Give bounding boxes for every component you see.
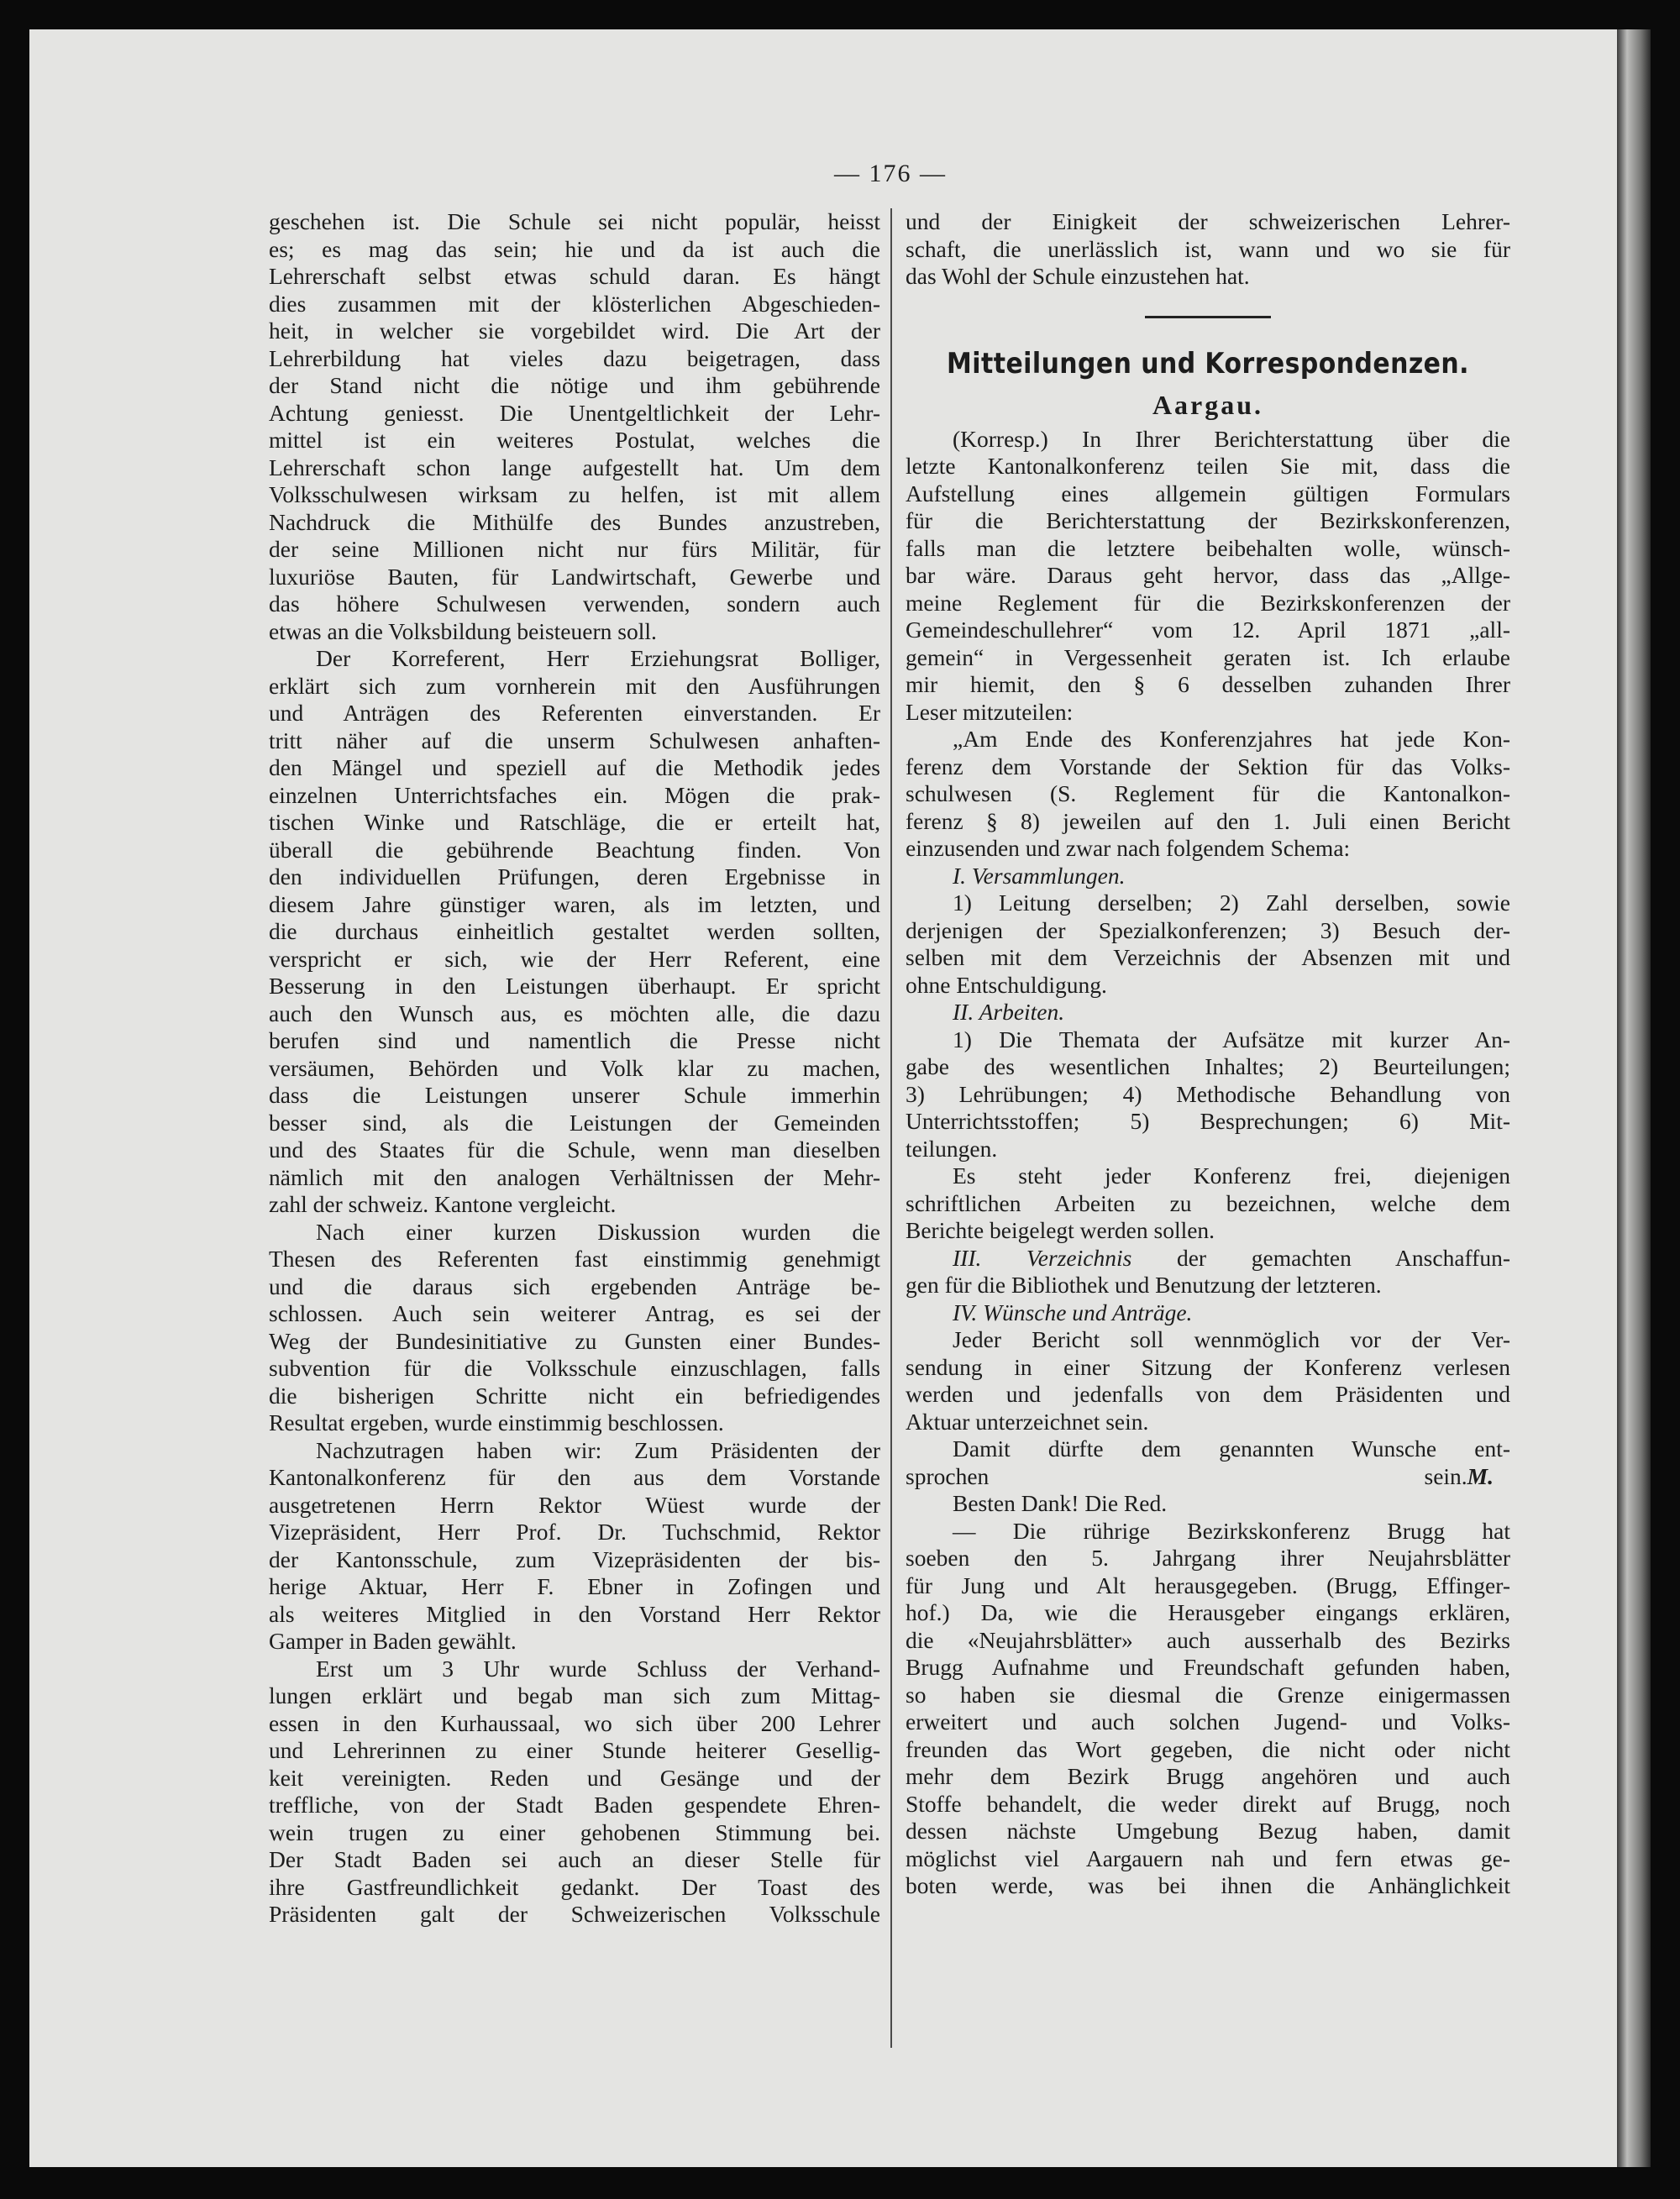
- text-line: teilungen.: [906, 1135, 998, 1162]
- text-line: schulwesen (S. Reglement für die Kantonalkon-: [906, 780, 1510, 806]
- text-line: Der Korreferent, Herr Erziehungsrat Bolliger,: [316, 645, 880, 671]
- text-line: Kantonalkonferenz für den aus dem Vorstande: [269, 1464, 880, 1490]
- korrespondenz-paragraph: [906, 426, 1510, 727]
- text-line: Aufstellung eines allgemein gültigen Formulars: [906, 480, 1510, 506]
- text-line: herige Aktuar, Herr F. Ebner in Zofingen und: [269, 1573, 880, 1599]
- text-line: ferenz § 8) jeweilen auf den 1. Juli einen Bericht: [906, 807, 1510, 834]
- text-line: Nach einer kurzen Diskussion wurden die: [316, 1218, 880, 1245]
- text-line: zahl der schweiz. Kantone vergleicht.: [269, 1191, 617, 1217]
- text-line: Damit dürfte dem genannten Wunsche ent-: [953, 1435, 1510, 1462]
- arbeiten-paragraph: [906, 1026, 1510, 1163]
- text-line: die durchaus einheitlich gestaltet werden sollten,: [269, 918, 880, 944]
- text-line: Volksschulwesen wirksam zu helfen, ist mit allem: [269, 481, 880, 507]
- text-line: Lehrerschaft schon lange aufgestellt hat. Um dem: [269, 454, 880, 480]
- text-line: selben mit dem Verzeichnis der Absenzen mit und: [906, 944, 1510, 970]
- text-line: Vizepräsident, Herr Prof. Dr. Tuchschmid, Rektor: [269, 1519, 880, 1545]
- right-column: [906, 208, 1510, 1900]
- left-paragraph-4: [269, 1437, 880, 1656]
- text-line: Leser mitzuteilen:: [906, 698, 1074, 725]
- text-line: und Lehrerinnen zu einer Stunde heiterer Gesellig-: [269, 1737, 880, 1763]
- text-line: versäumen, Behörden und Volk klar zu machen,: [269, 1054, 880, 1081]
- text-line: und der Einigkeit der schweizerischen Lehrer-: [906, 208, 1510, 234]
- text-line: wein trugen zu einer gehobenen Stimmung bei.: [269, 1819, 880, 1845]
- text-line: schaft, die unerlässlich ist, wann und wo sie für: [906, 235, 1510, 262]
- heading-wuensche: IV. Wünsche und Anträge.: [953, 1299, 1193, 1325]
- text-line: derjenigen der Spezialkonferenzen; 3) Besuch der-: [906, 916, 1510, 943]
- text-line: Lehrerschaft selbst etwas schuld daran. Es hängt: [269, 263, 880, 289]
- text-line: sendung in einer Sitzung der Konferenz verlesen: [906, 1353, 1510, 1380]
- text-line: geschehen ist. Die Schule sei nicht populär, heisst: [269, 208, 880, 234]
- text-line: und des Staates für die Schule, wenn man dieselben: [269, 1136, 880, 1162]
- text-line: berufen sind und namentlich die Presse nicht: [269, 1027, 880, 1053]
- text-line: heit, in welcher sie vorgebildet wird. Die Art der: [269, 318, 880, 344]
- adjacent-page-edge: [1617, 29, 1651, 2167]
- text-line: soeben den 5. Jahrgang ihrer Neujahrsblätter: [906, 1545, 1510, 1571]
- text-line: gabe des wesentlichen Inhaltes; 2) Beurteilungen;: [906, 1053, 1510, 1079]
- text-line: tritt näher auf die unserm Schulwesen anhaften-: [269, 727, 880, 753]
- text-line: subvention für die Volksschule einzuschlagen, falls: [269, 1355, 880, 1381]
- text-line: den individuellen Prüfungen, deren Ergebnisse in: [269, 863, 880, 890]
- closing-paragraph: [906, 1435, 1510, 1463]
- section-divider-rule: [1145, 316, 1271, 318]
- text-line: mehr dem Bezirk Brugg angehören und auch: [906, 1763, 1510, 1789]
- text-line: der Kantonsschule, zum Vizepräsidenten der bis-: [269, 1546, 880, 1572]
- text-line: das höhere Schulwesen verwenden, sondern auch: [269, 590, 880, 617]
- text-line: luxuriöse Bauten, für Landwirtschaft, Gewerbe und: [269, 563, 880, 590]
- heading-verzeichnis: III. Verzeichnis: [953, 1244, 1132, 1271]
- verzeichnis-paragraph: [906, 1272, 1510, 1299]
- right-intro-paragraph: [906, 208, 1510, 291]
- text-line: möglichst viel Aargauern nah und fern etwas ge-: [906, 1845, 1510, 1871]
- text-line: Erst um 3 Uhr wurde Schluss der Verhand-: [316, 1655, 880, 1682]
- text-line: freunden das Wort gegeben, die nicht oder nicht: [906, 1735, 1510, 1762]
- text-line: mittel ist ein weiteres Postulat, welches die: [269, 427, 880, 453]
- text-line: Lehrerbildung hat vieles dazu beigetragen, dass: [269, 344, 880, 371]
- text-line: hof.) Da, wie die Herausgeber eingangs erklären,: [906, 1599, 1510, 1625]
- text-line: essen in den Kurhaussaal, wo sich über 200 Lehrer: [269, 1709, 880, 1736]
- text-line: Resultat ergeben, wurde einstimmig beschlossen.: [269, 1409, 724, 1435]
- text-line: nämlich mit den analogen Verhältnissen der Mehr-: [269, 1163, 880, 1190]
- text-line: letzte Kantonalkonferenz teilen Sie mit, dass die: [906, 453, 1510, 479]
- text-line: so haben sie diesmal die Grenze einigermassen: [906, 1681, 1510, 1708]
- text-line: gemein“ in Vergessenheit geraten ist. Ich erlaube: [906, 643, 1510, 670]
- editor-thanks: Besten Dank! Die Red.: [953, 1490, 1168, 1516]
- page-number: — 176 —: [834, 160, 947, 187]
- text-line: Nachzutragen haben wir: Zum Präsidenten der: [316, 1436, 880, 1463]
- column-divider: [890, 208, 892, 2048]
- text-line: 1) Leitung derselben; 2) Zahl derselben, sowie: [953, 890, 1510, 916]
- text-line: schlossen. Auch sein weiterer Antrag, es sei der: [269, 1300, 880, 1326]
- text-line: einzelnen Unterrichtsfaches ein. Mögen die prak-: [269, 781, 880, 808]
- text-line: es; es mag das sein; hie und da ist auch die: [269, 235, 880, 262]
- left-paragraph-1: [269, 208, 880, 645]
- text-line: den Mängel und speziell auf die Methodik jedes: [269, 754, 880, 780]
- closing-last-words: sprochen sein.: [906, 1462, 1467, 1489]
- text-line: — Die rührige Bezirkskonferenz Brugg hat: [953, 1517, 1510, 1544]
- closing-signature-line: [906, 1463, 1510, 1491]
- brugg-paragraph: [906, 1518, 1510, 1900]
- text-line: etwas an die Volksbildung beisteuern soll.: [269, 617, 657, 644]
- text-line: schriftlichen Arbeiten zu bezeichnen, welche dem: [906, 1189, 1510, 1216]
- text-line: keit vereinigten. Reden und Gesänge und der: [269, 1764, 880, 1791]
- text-line: erweitert und auch solchen Jugend- und Volks-: [906, 1708, 1510, 1735]
- left-paragraph-3: [269, 1219, 880, 1437]
- text-line: bar wäre. Daraus geht hervor, dass das „Allge-: [906, 562, 1510, 588]
- text-line: Unterrichtsstoffen; 5) Besprechungen; 6) Mit-: [906, 1108, 1510, 1134]
- text-line: 3) Lehrübungen; 4) Methodische Behandlung von: [906, 1080, 1510, 1107]
- left-column: [269, 208, 880, 1929]
- text-line: Thesen des Referenten fast einstimmig genehmigt: [269, 1246, 880, 1272]
- arbeiten-note-paragraph: [906, 1162, 1510, 1245]
- text-line: die «Neujahrsblätter» auch ausserhalb des Bezirks: [906, 1626, 1510, 1653]
- text-line: für Jung und Alt herausgegeben. (Brugg, Effinger-: [906, 1572, 1510, 1598]
- text-line: auch den Wunsch aus, es möchten alle, die dazu: [269, 1000, 880, 1026]
- text-line: lungen erklärt und begab man sich zum Mittag-: [269, 1682, 880, 1708]
- text-line: werden und jedenfalls von dem Präsidenten und: [906, 1381, 1510, 1407]
- text-line: Stoffe behandelt, die weder direkt auf Brugg, noch: [906, 1790, 1510, 1817]
- text-line: 1) Die Themata der Aufsätze mit kurzer An-: [953, 1026, 1510, 1052]
- text-line: boten werde, was bei ihnen die Anhänglichkeit: [906, 1872, 1510, 1898]
- versammlungen-paragraph: [906, 890, 1510, 999]
- text-line: und Anträgen des Referenten einverstanden. Er: [269, 700, 880, 726]
- text-line: Aktuar unterzeichnet sein.: [906, 1408, 1149, 1435]
- text-line: ihre Gastfreundlichkeit gedankt. Der Toast des: [269, 1873, 880, 1900]
- text-line: überall die gebührende Beachtung finden. Von: [269, 836, 880, 863]
- text-line: treffliche, von der Stadt Baden gespendete Ehren-: [269, 1792, 880, 1818]
- text-line: als weiteres Mitglied in den Vorstand Herr Rektor: [269, 1600, 880, 1627]
- text-line: tischen Winke und Ratschläge, die er erteilt hat,: [269, 809, 880, 835]
- text-line: Nachdruck die Mithülfe des Bundes anzustreben,: [269, 508, 880, 535]
- section-subtitle: Aargau.: [1152, 389, 1264, 420]
- text-line: Es steht jeder Konferenz frei, diejenigen: [953, 1162, 1510, 1189]
- text-line: mir hiemit, den § 6 desselben zuhanden Ihrer: [906, 671, 1510, 697]
- text-line: Besserung in den Leistungen überhaupt. Er spricht: [269, 973, 880, 999]
- text-line: der Stand nicht die nötige und ihm gebührende: [269, 372, 880, 398]
- text-line: dass die Leistungen unserer Schule immerhin: [269, 1082, 880, 1108]
- text-line: ohne Entschuldigung.: [906, 971, 1107, 998]
- text-line: meine Reglement für die Bezirkskonferenzen der: [906, 589, 1510, 616]
- left-paragraph-2: [269, 645, 880, 1219]
- text-line: ausgetretenen Herrn Rektor Wüest wurde der: [269, 1491, 880, 1518]
- text-line: dessen nächste Umgebung Bezug haben, damit: [906, 1818, 1510, 1844]
- text-line: Gemeindeschullehrer“ vom 12. April 1871 „all-: [906, 617, 1510, 643]
- heading-arbeiten: II. Arbeiten.: [953, 999, 1065, 1025]
- text-line: ferenz dem Vorstande der Sektion für das Volks-: [906, 753, 1510, 779]
- text-line: Präsidenten galt der Schweizerischen Volksschule: [269, 1901, 880, 1927]
- correspondent-signature: M.: [1467, 1462, 1494, 1489]
- text-line: für die Berichterstattung der Bezirkskonferenzen,: [906, 507, 1510, 533]
- text-line: „Am Ende des Konferenzjahres hat jede Kon-: [953, 726, 1510, 752]
- text-line: Brugg Aufnahme und Freundschaft gefunden haben,: [906, 1654, 1510, 1680]
- text-line: Der Stadt Baden sei auch an dieser Stelle für: [269, 1846, 880, 1872]
- text-line: besser sind, als die Leistungen der Gemeinden: [269, 1109, 880, 1136]
- left-paragraph-5: [269, 1656, 880, 1929]
- text-line: Achtung geniesst. Die Unentgeltlichkeit der Lehr-: [269, 399, 880, 426]
- text-line: einzusenden und zwar nach folgendem Schema:: [906, 835, 1351, 861]
- text-line: Gamper in Baden gewählt.: [269, 1628, 517, 1654]
- text-line: der seine Millionen nicht nur fürs Militär, für: [269, 536, 880, 562]
- text-line: gen für die Bibliothek und Benutzung der letzteren.: [906, 1272, 1382, 1298]
- text-line: Weg der Bundesinitiative zu Gunsten einer Bundes-: [269, 1327, 880, 1354]
- text-line: und die daraus sich ergebenden Anträge be-: [269, 1273, 880, 1299]
- text-line: dies zusammen mit der klösterlichen Abgeschieden-: [269, 290, 880, 317]
- text-line: Jeder Bericht soll wennmöglich vor der Ver-: [953, 1326, 1510, 1352]
- heading-verzeichnis-line: [906, 1245, 1510, 1273]
- text-line: falls man die letztere beibehalten wolle, wünsch-: [906, 534, 1510, 561]
- heading-verzeichnis-rest: der gemachten Anschaffun-: [1131, 1244, 1510, 1271]
- text-line: das Wohl der Schule einzustehen hat.: [906, 263, 1250, 289]
- wuensche-paragraph: [906, 1326, 1510, 1435]
- text-line: erklärt sich zum vornherein mit den Ausführungen: [269, 672, 880, 699]
- quoted-regulation-paragraph: [906, 726, 1510, 863]
- text-line: (Korresp.) In Ihrer Berichterstattung über die: [953, 425, 1510, 452]
- text-line: verspricht er sich, wie der Herr Referent, eine: [269, 945, 880, 972]
- section-title: Mitteilungen und Korrespondenzen.: [947, 346, 1469, 380]
- text-line: diesem Jahre günstiger waren, als im letzten, und: [269, 890, 880, 917]
- heading-versammlungen: I. Versammlungen.: [953, 862, 1126, 889]
- text-line: Berichte beigelegt werden sollen.: [906, 1217, 1215, 1243]
- text-line: die bisherigen Schritte nicht ein befriedigendes: [269, 1382, 880, 1409]
